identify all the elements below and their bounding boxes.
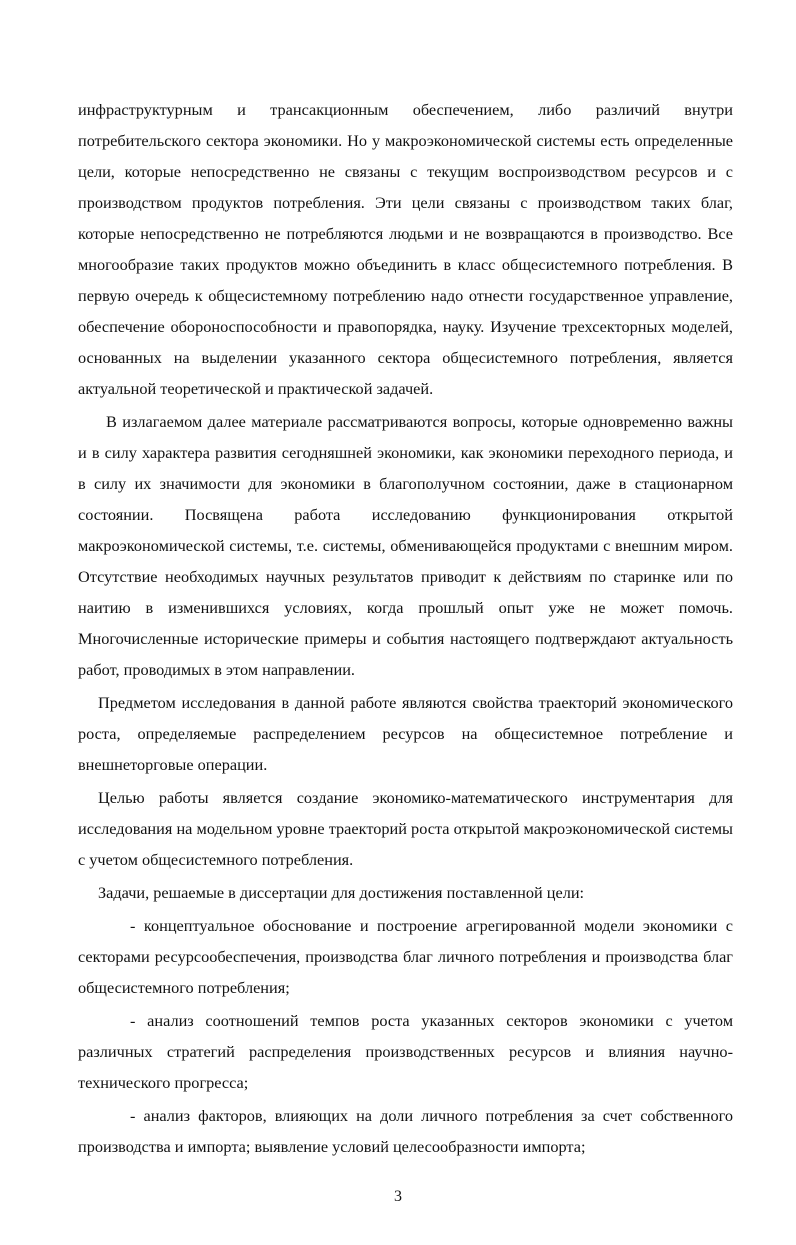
task-item: - анализ факторов, влияющих на доли личного потребления за счет собственного производства и импорта; выявление условий целесообразности импорта; bbox=[78, 1106, 733, 1156]
paragraph-tasks-intro: Задачи, решаемые в диссертации для достижения поставленной цели: bbox=[98, 883, 585, 902]
paragraph-material-overview: В излагаемом далее материале рассматриваются вопросы, которые одновременно важны и в силу характера развития сегодняшней экономики, как экономики переходного периода, и в силу их значимости для экономики в благополучном состоянии, даже в стационарном состоянии. Посвящена работа исследованию функционирования открытой макроэкономической системы, т.е. системы, обменивающейся продуктами с внешним миром. Отсутствие необходимых научных результатов приводит к действиям по старинке или по наитию в изменившихся условиях, когда прошлый опыт уже не может помочь. Многочисленные исторические примеры и события настоящего подтверждают актуальность работ, проводимых в этом направлении. bbox=[78, 412, 733, 679]
paragraph-research-subject: Предметом исследования в данной работе являются свойства траекторий экономического роста, определяемые распределением ресурсов на общесистемное потребление и внешнеторговые операции. bbox=[78, 693, 733, 774]
page-number: 3 bbox=[394, 1188, 402, 1205]
task-item: - анализ соотношений темпов роста указанных секторов экономики с учетом различных стратегий распределения производственных ресурсов и влияния научно-технического прогресса; bbox=[78, 1011, 733, 1092]
paragraph-infrastructure: инфраструктурным и трансакционным обеспечением, либо различий внутри потребительского сектора экономики. Но у макроэкономической системы есть определенные цели, которые непосредственно не связаны с текущим воспроизводством ресурсов и с производством продуктов потребления. Эти цели связаны с производством таких благ, которые непосредственно не потребляются людьми и не возвращаются в производство. Все многообразие таких продуктов можно объединить в класс общесистемного потребления. В первую очередь к общесистемному потреблению надо отнести государственное управление, обеспечение обороноспособности и правопорядка, науку. Изучение трехсекторных моделей, основанных на выделении указанного сектора общесистемного потребления, является актуальной теоретической и практической задачей. bbox=[78, 100, 733, 398]
paragraph-research-goal: Целью работы является создание экономико-математического инструментария для исследования на модельном уровне траекторий роста открытой макроэкономической системы с учетом общесистемного потребления. bbox=[78, 788, 733, 869]
task-item: - концептуальное обоснование и построение агрегированной модели экономики с секторами ресурсообеспечения, производства благ личного потребления и производства благ общесистемного потребления; bbox=[78, 916, 733, 997]
document-body bbox=[78, 94, 733, 1162]
